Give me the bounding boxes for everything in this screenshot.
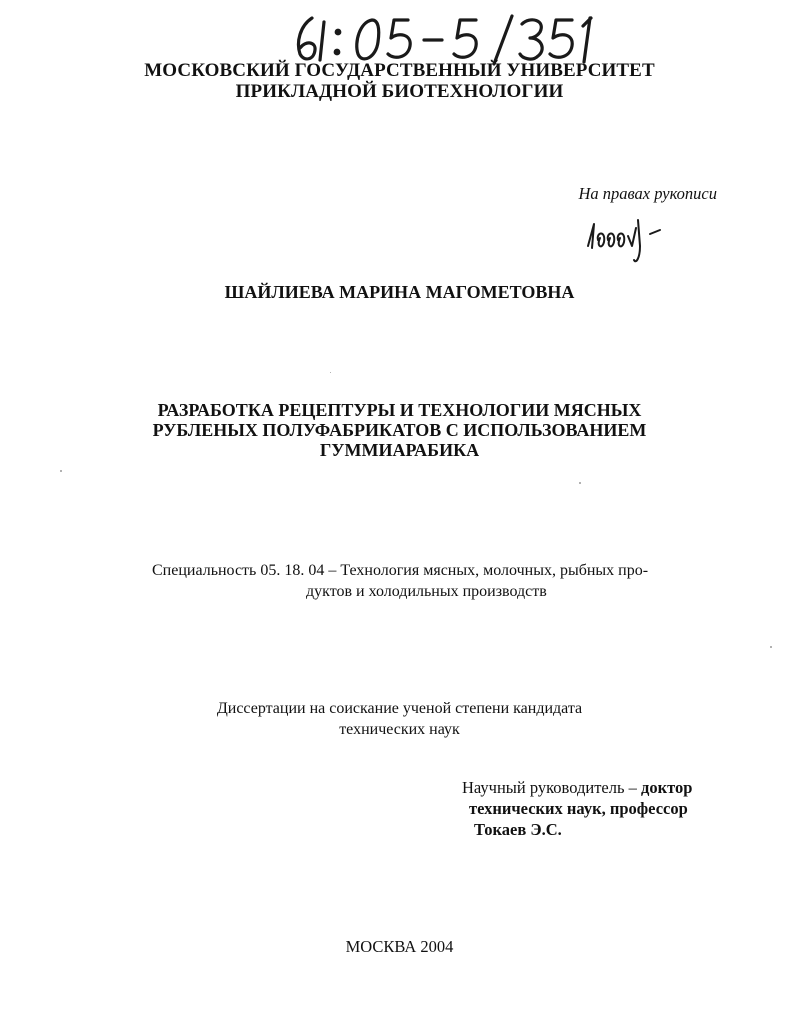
supervisor-label: Научный руководитель – (462, 778, 642, 797)
city-year: МОСКВА 2004 (345, 937, 454, 956)
manuscript-rights-note: На правах рукописи (578, 184, 717, 203)
signature (580, 206, 680, 270)
degree-statement (0, 698, 799, 740)
scan-speck (770, 646, 772, 648)
specialty-line-1: Специальность 05. 18. 04 – Технология мясных, молочных, рыбных про- (152, 562, 649, 579)
thesis-title-line-1: РАЗРАБОТКА РЕЦЕПТУРЫ И ТЕХНОЛОГИИ МЯСНЫХ (157, 400, 642, 420)
signature-icon (580, 206, 680, 270)
university-line-1: МОСКОВСКИЙ ГОСУДАРСТВЕННЫЙ УНИВЕРСИТЕТ (144, 60, 655, 81)
specialty (152, 560, 712, 602)
author-name: ШАЙЛИЕВА МАРИНА МАГОМЕТОВНА (224, 282, 575, 302)
thesis-title-line-3: ГУММИАРАБИКА (319, 440, 480, 460)
supervisor-title-1: доктор (641, 778, 693, 797)
university-header (0, 60, 799, 102)
degree-line-1: Диссертации на соискание ученой степени кандидата (216, 700, 583, 717)
scan-speck (579, 482, 581, 484)
university-line-2: ПРИКЛАДНОЙ БИОТЕХНОЛОГИИ (235, 81, 564, 102)
degree-line-2: технических наук (339, 721, 460, 738)
supervisor-line-1 (462, 777, 782, 798)
supervisor-name: Токаев Э.С. (474, 820, 562, 839)
thesis-title (0, 400, 799, 460)
scan-speck (330, 372, 331, 373)
supervisor-title-2: технических наук, профессор (469, 799, 688, 818)
scan-speck (60, 470, 62, 472)
thesis-title-line-2: РУБЛЕНЫХ ПОЛУФАБРИКАТОВ С ИСПОЛЬЗОВАНИЕМ (152, 420, 647, 440)
scientific-supervisor (462, 777, 782, 840)
specialty-line-2: дуктов и холодильных производств (306, 583, 547, 600)
